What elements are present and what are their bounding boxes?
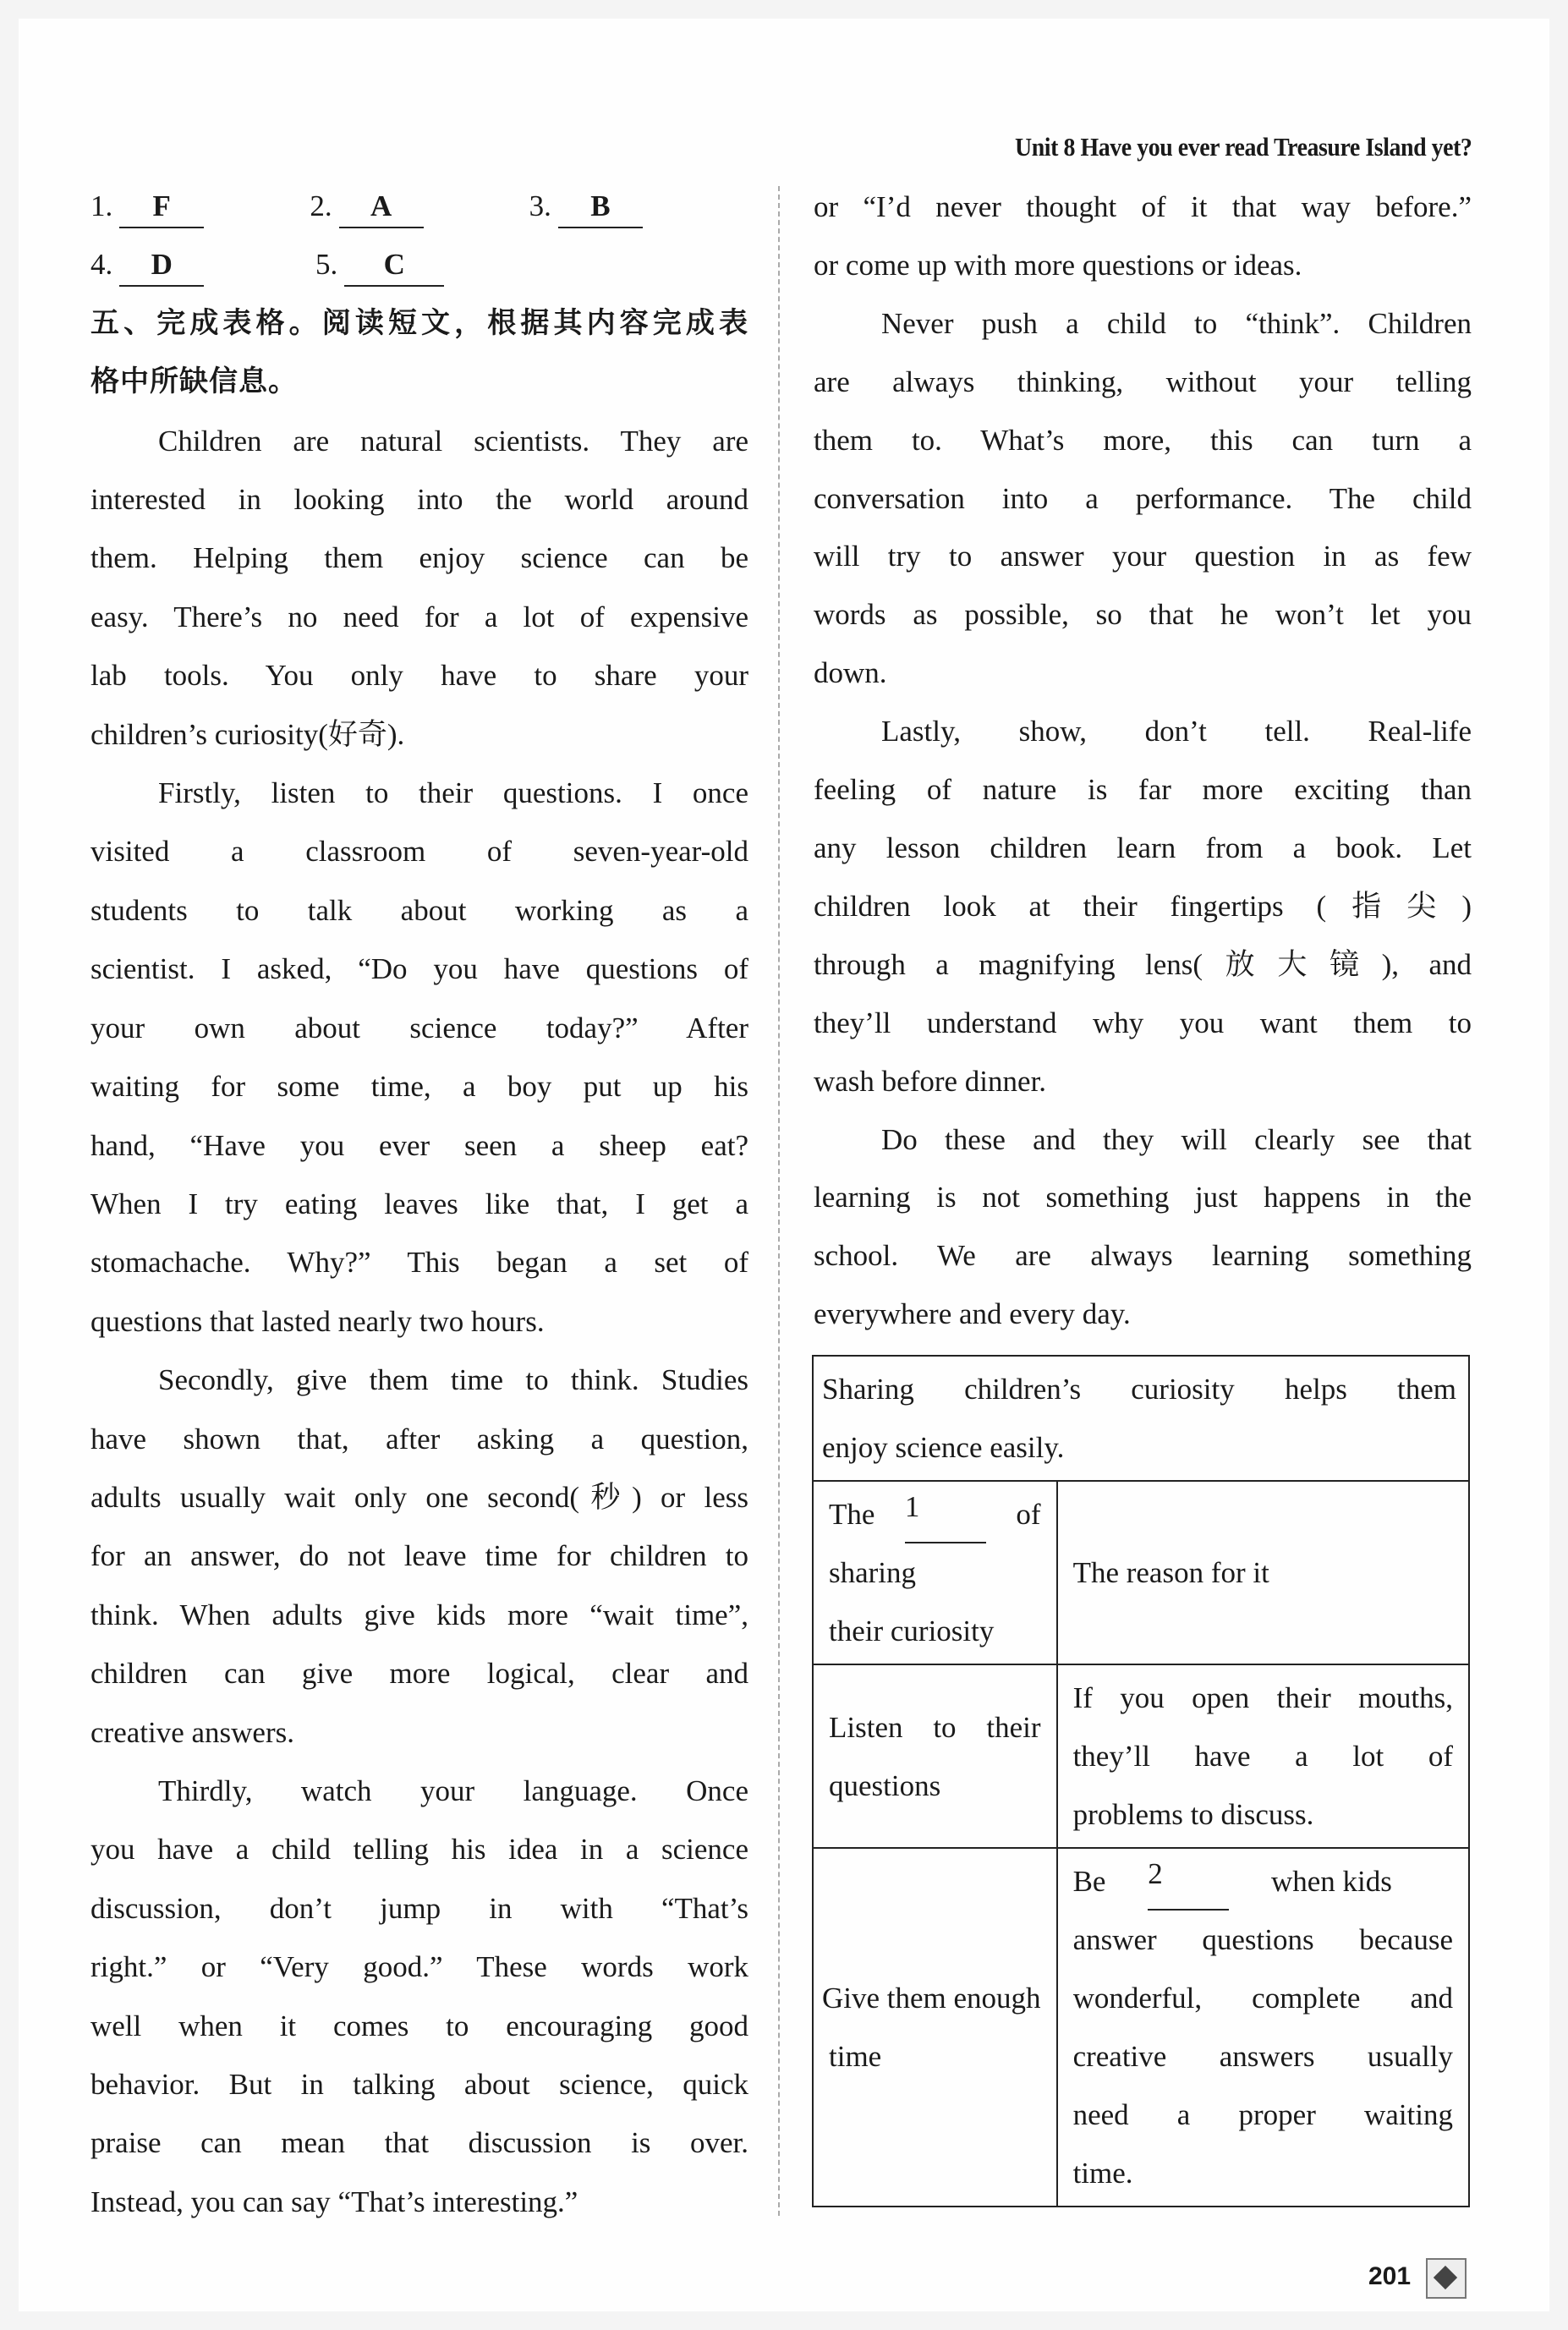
text-line: Lastly, show, don’t tell. Real-life xyxy=(881,715,1472,748)
text-line: they’ll have a lot of xyxy=(1072,1740,1453,1773)
table-row xyxy=(813,1481,1469,1664)
fill-blank-1[interactable]: 1 xyxy=(905,1485,986,1543)
cell-text: Be xyxy=(1072,1865,1106,1898)
answer-item xyxy=(529,177,748,235)
text-line: them. Helping them enjoy science can be xyxy=(90,541,748,575)
summary-table xyxy=(812,1355,1470,2207)
text-line: Children are natural scientists. They are xyxy=(158,424,748,458)
answers-row-1 xyxy=(90,177,748,235)
section-heading: 五、完成表格。阅读短文，根据其内容完成表 xyxy=(90,305,748,340)
text-line: stomachache. Why?” This began a set of xyxy=(90,1246,748,1280)
text-line: need a proper waiting xyxy=(1072,2098,1453,2131)
answer-number: 3. xyxy=(529,189,551,222)
text-line xyxy=(1073,1852,1453,1911)
text-line: students to talk about working as a xyxy=(90,893,748,927)
text-line: school. We are always learning something xyxy=(814,1239,1472,1273)
text-line: Secondly, give them time to think. Studies xyxy=(158,1363,748,1397)
text-line: Firstly, listen to their questions. I once xyxy=(158,776,748,810)
text-line: have shown that, after asking a question, xyxy=(90,1422,748,1456)
answer-blank: C xyxy=(344,244,444,287)
text-line: Thirdly, watch your language. Once xyxy=(158,1774,748,1807)
text-line: children’s curiosity(好奇). xyxy=(90,717,405,751)
cell-text: when kids xyxy=(1270,1865,1392,1898)
text-line: behavior. But in talking about science, quick xyxy=(90,2068,748,2101)
text-line: Never push a child to “think”. Children xyxy=(881,306,1472,340)
text-line: lab tools. You only have to share your xyxy=(90,659,748,693)
paragraph xyxy=(814,1111,1472,1345)
text-line: Do these and they will clearly see that xyxy=(881,1122,1472,1156)
table-cell xyxy=(1057,1848,1469,2207)
text-line: learning is not something just happens in the xyxy=(814,1181,1472,1214)
cell-text: of xyxy=(1016,1498,1041,1531)
text-line: questions xyxy=(829,1768,941,1802)
text-line: wonderful, complete and xyxy=(1072,1982,1453,2015)
text-line: children look at their fingertips (指尖) xyxy=(814,889,1472,923)
text-line: adults usually wait only one second(秒) or less xyxy=(90,1480,748,1514)
text-line: easy. There’s no need for a lot of expensive xyxy=(90,600,748,633)
text-line: The reason for it xyxy=(1072,1556,1269,1589)
table-title-row xyxy=(813,1356,1469,1481)
answers-row-2 xyxy=(90,235,748,293)
answer-item xyxy=(90,235,315,293)
answer-item xyxy=(315,235,540,293)
text-line: any lesson children learn from a book. Let xyxy=(814,831,1472,864)
text-line: creative answers usually xyxy=(1072,2040,1453,2073)
text-line: feeling of nature is far more exciting than xyxy=(814,773,1472,807)
answer-blank: B xyxy=(558,186,643,228)
column-divider xyxy=(778,186,780,2216)
text-line: their curiosity xyxy=(829,1615,995,1647)
text-line: hand, “Have you ever seen a sheep eat? xyxy=(90,1128,748,1162)
text-line: Instead, you can say “That’s interesting.” xyxy=(90,2185,578,2218)
table-title-cell xyxy=(813,1356,1469,1481)
left-column xyxy=(90,177,748,2231)
text-line: wash before dinner. xyxy=(814,1064,1047,1098)
paragraph xyxy=(90,764,748,1351)
text-line: for an answer, do not leave time for children to xyxy=(90,1539,748,1573)
table-cell xyxy=(813,1664,1057,1848)
text-line: problems to discuss. xyxy=(1072,1798,1314,1831)
text-line: will try to answer your question in as few xyxy=(814,540,1472,573)
table-cell xyxy=(813,1481,1057,1664)
text-line: visited a classroom of seven-year-old xyxy=(90,835,748,869)
paragraph xyxy=(90,1762,748,2231)
text-line: they’ll understand why you want them to xyxy=(814,1006,1472,1039)
answer-number: 4. xyxy=(90,248,113,282)
text-line: children can give more logical, clear and xyxy=(90,1657,748,1691)
text-line: well when it comes to encouraging good xyxy=(90,2009,748,2042)
answer-number: 2. xyxy=(310,189,332,222)
text-line: conversation into a performance. The child xyxy=(814,481,1472,515)
right-column xyxy=(814,178,1472,1344)
text-line: questions that lasted nearly two hours. xyxy=(90,1304,545,1338)
text-line: When I try eating leaves like that, I get a xyxy=(90,1187,748,1220)
answer-blank: A xyxy=(339,186,424,228)
text-line: think. When adults give kids more “wait time”, xyxy=(90,1598,748,1631)
text-line: everywhere and every day. xyxy=(814,1297,1131,1331)
fill-blank-2[interactable]: 2 xyxy=(1148,1852,1229,1911)
paragraph xyxy=(90,1351,748,1762)
page-number: 201 xyxy=(1368,2262,1412,2290)
left-passage xyxy=(90,412,748,2232)
answer-blank: D xyxy=(119,244,204,287)
text-line: enjoy science easily. xyxy=(822,1431,1065,1464)
text-line: them to. What’s more, this can turn a xyxy=(814,423,1472,457)
text-line: creative answers. xyxy=(90,1715,294,1749)
section-heading: 格中所缺信息。 xyxy=(90,365,298,399)
answer-number: 5. xyxy=(315,248,338,282)
text-line: words as possible, so that he won’t let you xyxy=(814,598,1472,632)
table-cell xyxy=(1057,1664,1469,1848)
table-cell xyxy=(1057,1481,1469,1664)
text-line: Listen to their xyxy=(829,1710,1041,1744)
answer-item xyxy=(310,177,529,235)
text-line: right.” or “Very good.” These words work xyxy=(90,1950,748,1984)
answer-blank: F xyxy=(119,186,204,228)
text-line: down. xyxy=(814,656,887,690)
text-line xyxy=(829,1485,1041,1543)
right-passage xyxy=(814,178,1472,1344)
table-cell xyxy=(813,1848,1057,2207)
unit-header: Unit 8 Have you ever read Treasure Island yet? xyxy=(1014,132,1472,162)
text-line: sharing xyxy=(829,1556,917,1589)
text-line: Give them enough xyxy=(822,1982,1041,2015)
text-line: Sharing children’s curiosity helps them xyxy=(822,1373,1456,1406)
answer-number: 1. xyxy=(90,189,113,222)
text-line: are always thinking, without your telling xyxy=(814,365,1472,398)
paragraph xyxy=(90,412,748,764)
table-row xyxy=(813,1848,1469,2207)
text-line: through a magnifying lens(放大镜), and xyxy=(814,947,1472,981)
text-line: discussion, don’t jump in with “That’s xyxy=(90,1891,748,1925)
paragraph xyxy=(814,295,1472,703)
cell-text: The xyxy=(829,1498,875,1531)
text-line: If you open their mouths, xyxy=(1072,1681,1453,1714)
text-line: time xyxy=(829,2040,882,2073)
text-line: or come up with more questions or ideas. xyxy=(814,248,1302,282)
diamond-icon xyxy=(1426,2258,1467,2299)
text-line: answer questions because xyxy=(1072,1923,1453,1956)
paragraph xyxy=(814,703,1472,1110)
table-row xyxy=(813,1664,1469,1848)
text-line: your own about science today?” After xyxy=(90,1011,748,1044)
text-line: praise can mean that discussion is over. xyxy=(90,2126,748,2160)
paragraph xyxy=(814,178,1472,295)
cell-text xyxy=(1271,1852,1453,1911)
answer-item xyxy=(90,177,310,235)
text-line: or “I’d never thought of it that way before.” xyxy=(814,190,1472,223)
text-line: time. xyxy=(1072,2157,1133,2190)
text-line: scientist. I asked, “Do you have questions of xyxy=(90,952,748,986)
text-line: interested in looking into the world around xyxy=(90,483,748,517)
text-line: you have a child telling his idea in a science xyxy=(90,1833,748,1867)
text-line: waiting for some time, a boy put up his xyxy=(90,1070,748,1104)
